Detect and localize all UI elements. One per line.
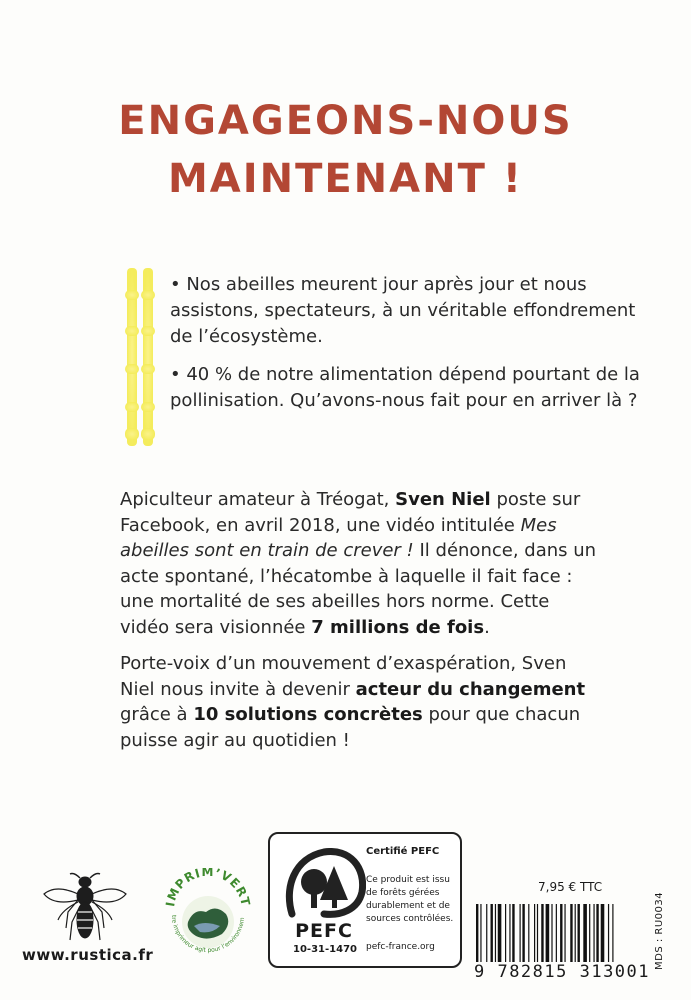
title-line-1: ENGAGEONS-NOUS bbox=[118, 98, 573, 144]
barcode-bar bbox=[495, 904, 496, 962]
pefc-wordmark: PEFC bbox=[295, 920, 353, 942]
imprim-vert-slogan: tre imprimeur agit pour l’environnem bbox=[169, 914, 247, 955]
quote-bullet-1: • Nos abeilles meurent jour après jour et nous assistons, spectateurs, à un véritable effondrement de l’écosystème. bbox=[170, 274, 636, 347]
author-name: Sven Niel bbox=[395, 489, 491, 510]
pefc-license-code: 10-31-1470 bbox=[293, 944, 357, 955]
views-count: 7 millions de fois bbox=[311, 616, 485, 638]
barcode-bar bbox=[589, 904, 590, 962]
pefc-certification-box bbox=[268, 832, 462, 968]
barcode-bar bbox=[528, 904, 529, 962]
barcode-bar bbox=[551, 904, 552, 962]
isbn-number: 9 782815 313001 bbox=[473, 962, 651, 982]
cover-title bbox=[0, 92, 691, 208]
imprim-vert-title: IMPRIM’VERT bbox=[163, 868, 253, 908]
price-label: 7,95 € TTC bbox=[538, 880, 603, 894]
text-run: Il dénonce, dans un acte spontané, l’hécatombe à laquelle il fait face : une mortalité de ses abeilles hors norme. Cette vidéo sera visionnée bbox=[120, 540, 597, 638]
title-line-2: MAINTENANT ! bbox=[167, 156, 524, 202]
barcode-bar bbox=[608, 904, 609, 962]
video-title: Mes abeilles sont en train de crever ! bbox=[120, 514, 557, 561]
quote-bullet-2: • 40 % de notre alimentation dépend pourtant de la pollinisation. Qu’avons-nous fait pour en arriver là ? bbox=[170, 364, 640, 411]
barcode-bar bbox=[578, 904, 580, 962]
isbn-barcode bbox=[474, 904, 650, 962]
barcode-bar bbox=[556, 904, 557, 962]
quote-block bbox=[170, 272, 640, 426]
text-run: . bbox=[484, 616, 490, 638]
emphasis-text: acteur du changement bbox=[355, 678, 586, 700]
barcode-bar bbox=[593, 904, 594, 962]
body-text bbox=[120, 487, 600, 764]
pefc-description: Ce produit est issu de forêts gérées durablement et de sources contrôlées. bbox=[366, 875, 454, 924]
body-paragraph-2 bbox=[120, 651, 600, 753]
barcode-bar bbox=[512, 904, 514, 962]
barcode-bar bbox=[564, 904, 565, 962]
pefc-website[interactable]: pefc-france.org bbox=[366, 942, 435, 952]
highlight-bar bbox=[121, 268, 159, 446]
text-run: grâce à bbox=[120, 704, 194, 725]
barcode-bar bbox=[520, 904, 521, 962]
publisher-url[interactable]: www.rustica.fr bbox=[22, 946, 154, 964]
barcode-bar bbox=[505, 904, 506, 962]
barcode-bar bbox=[486, 904, 487, 962]
body-paragraph-1 bbox=[120, 487, 600, 640]
barcode-bar bbox=[583, 904, 587, 962]
barcode-bar bbox=[534, 904, 535, 962]
barcode-bar bbox=[575, 904, 576, 962]
bee-icon bbox=[40, 872, 130, 946]
barcode-bar bbox=[612, 904, 613, 962]
text-run: poste sur Facebook, en avril 2018, une vidéo intitulée bbox=[120, 489, 581, 536]
text-run: Porte-voix d’un mouvement d’exaspération, Sven Niel nous invite à devenir bbox=[120, 653, 567, 700]
barcode-bar bbox=[537, 904, 538, 962]
mds-code: MDS : RU0034 bbox=[654, 891, 665, 970]
imprim-vert-logo bbox=[160, 868, 256, 964]
barcode-bar bbox=[560, 904, 562, 962]
text-run: Apiculteur amateur à Tréogat, bbox=[120, 489, 396, 510]
barcode-bar bbox=[596, 904, 598, 962]
barcode-bar bbox=[498, 904, 502, 962]
barcode-bar bbox=[541, 904, 543, 962]
pefc-certified-label: Certifié PEFC bbox=[366, 846, 440, 857]
barcode-bar bbox=[546, 904, 550, 962]
barcode-bar bbox=[601, 904, 605, 962]
barcode-bar bbox=[509, 904, 510, 962]
barcode-bar bbox=[522, 904, 524, 962]
pefc-trees-icon bbox=[284, 848, 366, 918]
mds-code-container bbox=[652, 882, 668, 972]
barcode-bar bbox=[491, 904, 493, 962]
barcode-bar bbox=[476, 904, 478, 962]
barcode-bar bbox=[570, 904, 572, 962]
barcode-bar bbox=[480, 904, 481, 962]
text-run: pour que chacun puisse agir au quotidien ! bbox=[120, 704, 581, 751]
emphasis-text: 10 solutions concrètes bbox=[193, 704, 423, 725]
